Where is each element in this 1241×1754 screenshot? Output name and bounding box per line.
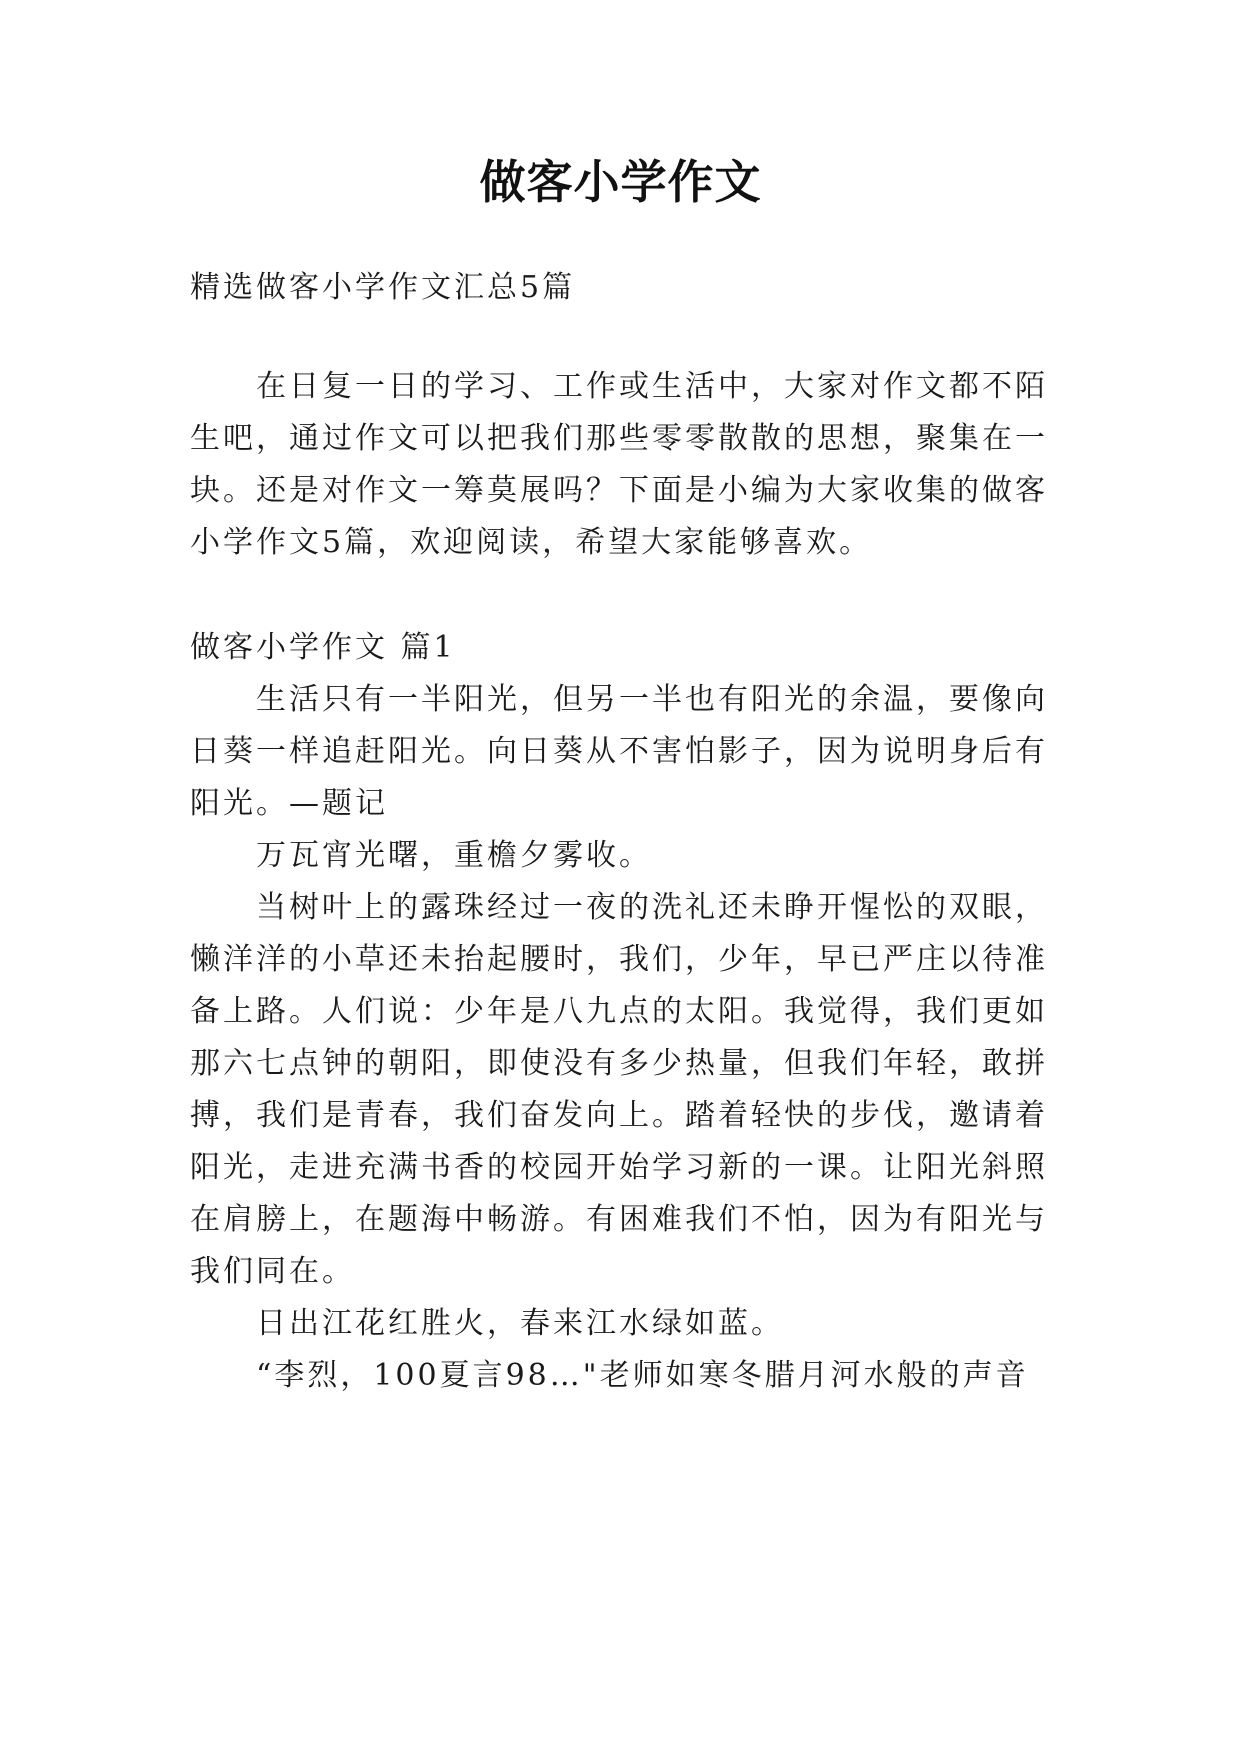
intro-line-3: 块。还是对作文一筹莫展吗？下面是小编为大家收集的做客	[190, 473, 1048, 508]
body-line-1: 生活只有一半阳光，但另一半也有阳光的余温，要像向	[256, 682, 1048, 717]
body-line-8: 那六七点钟的朝阳，即使没有多少热量，但我们年轻，敢拼	[190, 1046, 1048, 1081]
body-line-5: 当树叶上的露珠经过一夜的洗礼还未睁开惺忪的双眼，	[256, 890, 1048, 925]
body-line-4: 万瓦宵光曙，重檐夕雾收。	[256, 838, 652, 873]
body-line-2: 日葵一样追赶阳光。向日葵从不害怕影子，因为说明身后有	[190, 734, 1048, 769]
document-title: 做客小学作文	[479, 155, 762, 209]
intro-line-1: 在日复一日的学习、工作或生活中，大家对作文都不陌	[256, 369, 1048, 404]
body-line-13: 日出江花红胜火，春来江水绿如蓝。	[256, 1306, 784, 1341]
body-line-10: 阳光，走进充满书香的校园开始学习新的一课。让阳光斜照	[190, 1150, 1048, 1185]
body-line-14: “李烈，100夏言98…"老师如寒冬腊月河水般的声音	[256, 1358, 1029, 1393]
section-heading: 做客小学作文 篇1	[190, 630, 456, 665]
body-line-7: 备上路。人们说：少年是八九点的太阳。我觉得，我们更如	[190, 994, 1048, 1029]
body-line-9: 搏，我们是青春，我们奋发向上。踏着轻快的步伐，邀请着	[190, 1098, 1048, 1133]
body-line-6: 懒洋洋的小草还未抬起腰时，我们，少年，早已严庄以待准	[190, 942, 1048, 977]
body-line-12: 我们同在。	[190, 1254, 355, 1289]
body-line-3: 阳光。—题记	[190, 786, 388, 821]
intro-line-4: 小学作文5篇，欢迎阅读，希望大家能够喜欢。	[190, 525, 873, 560]
document-subtitle: 精选做客小学作文汇总5篇	[190, 270, 576, 305]
body-line-11: 在肩膀上，在题海中畅游。有困难我们不怕，因为有阳光与	[190, 1202, 1048, 1237]
intro-line-2: 生吧，通过作文可以把我们那些零零散散的思想，聚集在一	[190, 421, 1048, 456]
